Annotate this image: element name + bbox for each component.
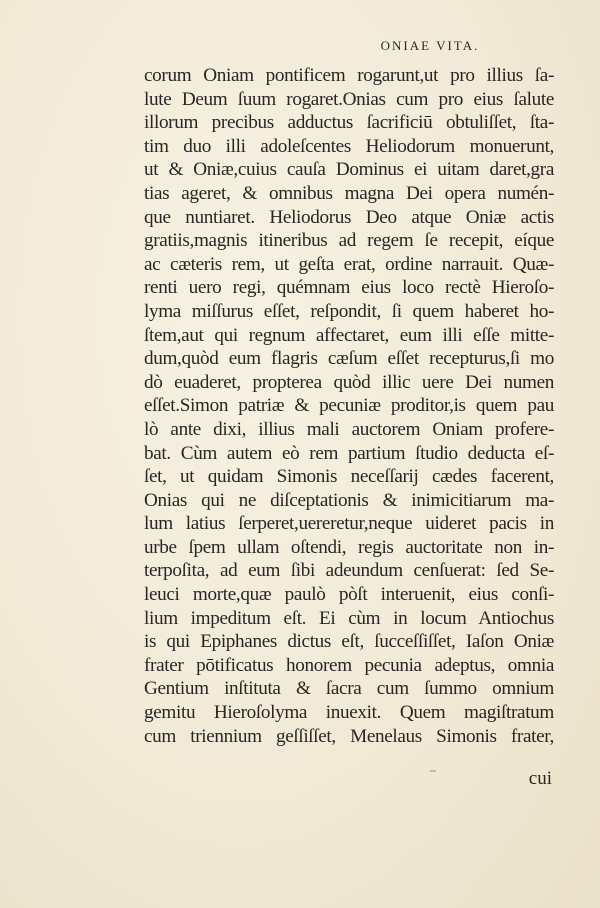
text-line: tias ageret, & omnibus magna Dei opera numén- <box>144 182 554 204</box>
text-line: Gentium inſtituta & ſacra cum ſummo omnium <box>144 678 554 700</box>
text-line: ut & Oniæ,cuius cauſa Dominus ei uitam daret,gra <box>144 159 554 181</box>
text-line: Onias qui ne diſceptationis & inimicitiarum ma- <box>144 489 554 511</box>
text-line: ſtem,aut qui regnum affectaret, eum illi eſſe mitte- <box>144 324 554 346</box>
text-line: dum,quòd eum flagris cæſum eſſet recepturus,ſi mo <box>144 348 554 370</box>
text-line: que nuntiaret. Heliodorus Deo atque Oniæ actis <box>144 206 554 228</box>
text-line: gemitu Hieroſolyma inuexit. Quem magiſtratum <box>144 702 554 724</box>
text-line: lò ante dixi, illius mali auctorem Oniam profere- <box>144 418 554 440</box>
text-line: corum Oniam pontificem rogarunt,ut pro illius ſa- <box>144 65 554 86</box>
text-line: lium impeditum eſt. Ei cùm in locum Antiochus <box>144 607 554 629</box>
text-line: leuci morte,quæ paulò pòſt interuenit, eius conſi- <box>144 584 554 606</box>
text-line: illorum precibus adductus ſacrificiū obtuliſſet, ſta- <box>144 112 554 134</box>
running-head: ONIAE VITA. <box>380 38 480 53</box>
text-line: urbe ſpem ullam oſtendi, regis auctoritate non in- <box>144 536 554 558</box>
text-line: frater pōtificatus honorem pecunia adeptus, omnia <box>144 654 554 676</box>
text-line: lyma miſſurus eſſet, reſpondit, ſi quem haberet ho- <box>144 300 554 322</box>
text-line: lute Deum ſuum rogaret.Onias cum pro eius ſalute <box>144 88 554 110</box>
text-line: ſet, ut quidam Simonis neceſſarij cædes facerent, <box>144 466 554 488</box>
ink-smudge <box>430 770 436 772</box>
text-line: tim duo illi adoleſcentes Heliodorum monuerunt, <box>144 135 554 157</box>
text-line: renti uero regi, quémnam eius loco rectè Hieroſo- <box>144 277 554 299</box>
text-line: bat. Cùm autem eò rem partium ſtudio deducta eſ- <box>144 442 554 464</box>
text-line: lum latius ſerperet,uereretur,neque uideret pacis in <box>144 513 554 535</box>
text-line: cum triennium geſſiſſet, Menelaus Simonis frater, <box>144 725 554 747</box>
text-line: ac cæteris rem, ut geſta erat, ordine narrauit. Quæ- <box>144 253 554 275</box>
text-line: dò euaderet, propterea quòd illic uere Dei numen <box>144 371 554 393</box>
text-line: is qui Epiphanes dictus eſt, ſucceſſiſſet, Iaſon Oniæ <box>144 631 554 653</box>
text-line: eſſet.Simon patriæ & pecuniæ proditor,is quem pau <box>144 395 554 417</box>
text-line: terpoſita, ad eum ſibi adeundum cenſuerat: ſed Se- <box>144 560 554 582</box>
catchword: cui <box>528 768 552 789</box>
text-line: gratiis,magnis itineribus ad regem ſe recepit, eíque <box>144 230 554 252</box>
text-block <box>144 64 554 748</box>
